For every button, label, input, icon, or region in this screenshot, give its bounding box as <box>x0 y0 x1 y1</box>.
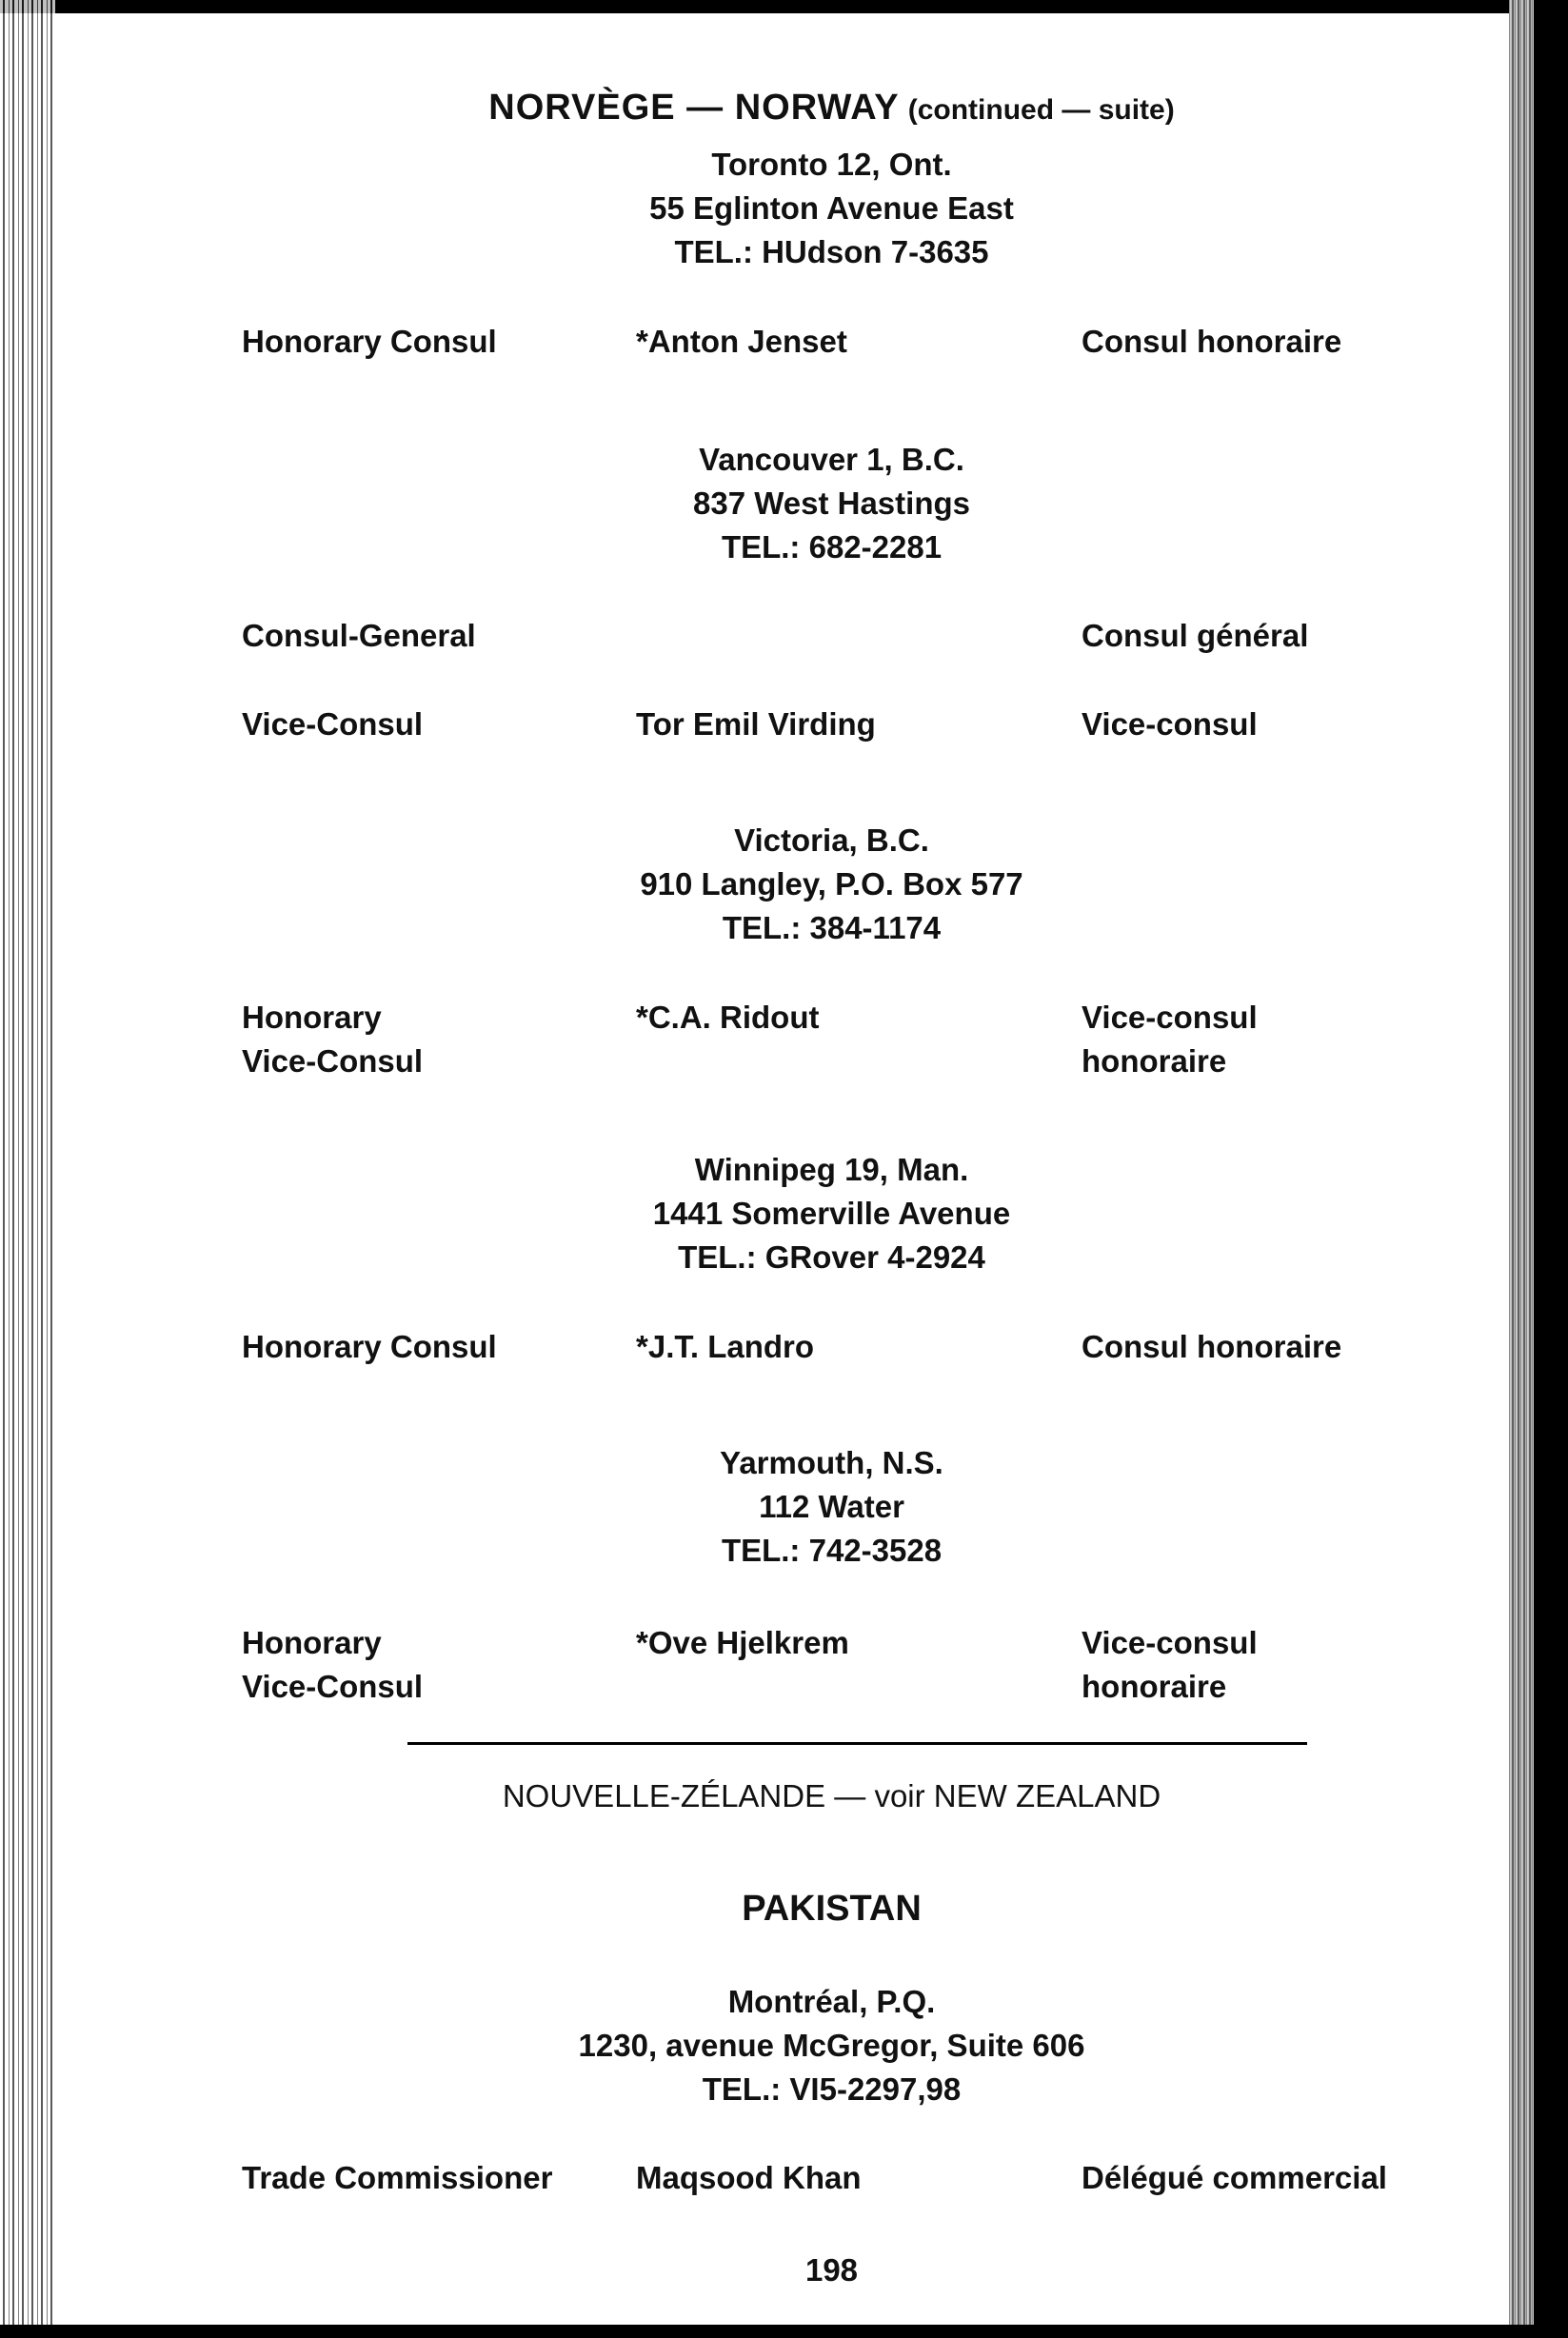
title-fr <box>1082 1621 1258 1709</box>
heading-norway-suffix: (continued — suite) <box>907 94 1175 126</box>
address-yarmouth: 112 Water <box>759 1489 904 1524</box>
city-montreal: Montréal, P.Q. <box>727 1984 936 2019</box>
section-heading-pakistan: PAKISTAN <box>742 1889 922 1929</box>
address-victoria: 910 Langley, P.O. Box 577 <box>640 866 1023 902</box>
title-fr: Consul honoraire <box>1082 1329 1342 1364</box>
title-en: Honorary Consul <box>242 1329 497 1364</box>
address-montreal: 1230, avenue McGregor, Suite 606 <box>578 2028 1085 2063</box>
section-heading-norway <box>95 88 1568 129</box>
title-fr: Consul honoraire <box>1082 324 1342 359</box>
official-name: *Ove Hjelkrem <box>636 1625 849 1660</box>
cross-reference-new-zealand: NOUVELLE-ZÉLANDE — voir NEW ZEALAND <box>502 1778 1161 1813</box>
tel-toronto: TEL.: HUdson 7-3635 <box>674 234 989 269</box>
title-fr: Vice-consul <box>1082 706 1258 742</box>
city-victoria: Victoria, B.C. <box>734 822 929 858</box>
title-fr-line2: honoraire <box>1082 1669 1227 1704</box>
official-name: *J.T. Landro <box>636 1329 815 1364</box>
official-name: Maqsood Khan <box>636 2160 862 2195</box>
title-en <box>242 1621 423 1709</box>
address-vancouver: 837 West Hastings <box>692 485 970 521</box>
section-divider <box>407 1742 1307 1745</box>
official-name: *Anton Jenset <box>636 324 847 359</box>
tel-vancouver: TEL.: 682-2281 <box>721 529 943 565</box>
scan-edge-bottom <box>0 2325 1568 2338</box>
title-fr-line2: honoraire <box>1082 1043 1227 1079</box>
title-en: Trade Commissioner <box>242 2160 553 2195</box>
official-name: *C.A. Ridout <box>636 1000 820 1035</box>
address-winnipeg: 1441 Somerville Avenue <box>652 1196 1011 1231</box>
title-en: Vice-Consul <box>242 706 424 742</box>
address-toronto: 55 Eglinton Avenue East <box>649 190 1014 226</box>
tel-winnipeg: TEL.: GRover 4-2924 <box>678 1239 985 1275</box>
title-en-line1: Honorary <box>242 1625 382 1660</box>
title-fr <box>1082 996 1258 1083</box>
tel-montreal: TEL.: VI5-2297,98 <box>702 2071 962 2107</box>
tel-victoria: TEL.: 384-1174 <box>722 910 942 945</box>
title-fr: Délégué commercial <box>1082 2160 1387 2195</box>
scan-edge-top <box>0 0 1568 13</box>
tel-yarmouth: TEL.: 742-3528 <box>721 1533 943 1568</box>
title-en <box>242 996 423 1083</box>
city-toronto: Toronto 12, Ont. <box>711 147 952 182</box>
city-vancouver: Vancouver 1, B.C. <box>699 442 964 477</box>
title-en-line2: Vice-Consul <box>242 1669 424 1704</box>
page-number: 198 <box>804 2252 859 2288</box>
city-yarmouth: Yarmouth, N.S. <box>720 1445 943 1480</box>
official-name: Tor Emil Virding <box>636 706 876 742</box>
heading-norway-title: NORVÈGE — NORWAY <box>488 88 900 128</box>
title-fr-line1: Vice-consul <box>1082 1000 1258 1035</box>
title-fr: Consul général <box>1082 618 1309 653</box>
title-en: Consul-General <box>242 618 476 653</box>
city-winnipeg: Winnipeg 19, Man. <box>694 1152 969 1187</box>
title-en-line1: Honorary <box>242 1000 382 1035</box>
title-en-line2: Vice-Consul <box>242 1043 424 1079</box>
scan-edge-left <box>0 0 55 2338</box>
title-en: Honorary Consul <box>242 324 497 359</box>
title-fr-line1: Vice-consul <box>1082 1625 1258 1660</box>
